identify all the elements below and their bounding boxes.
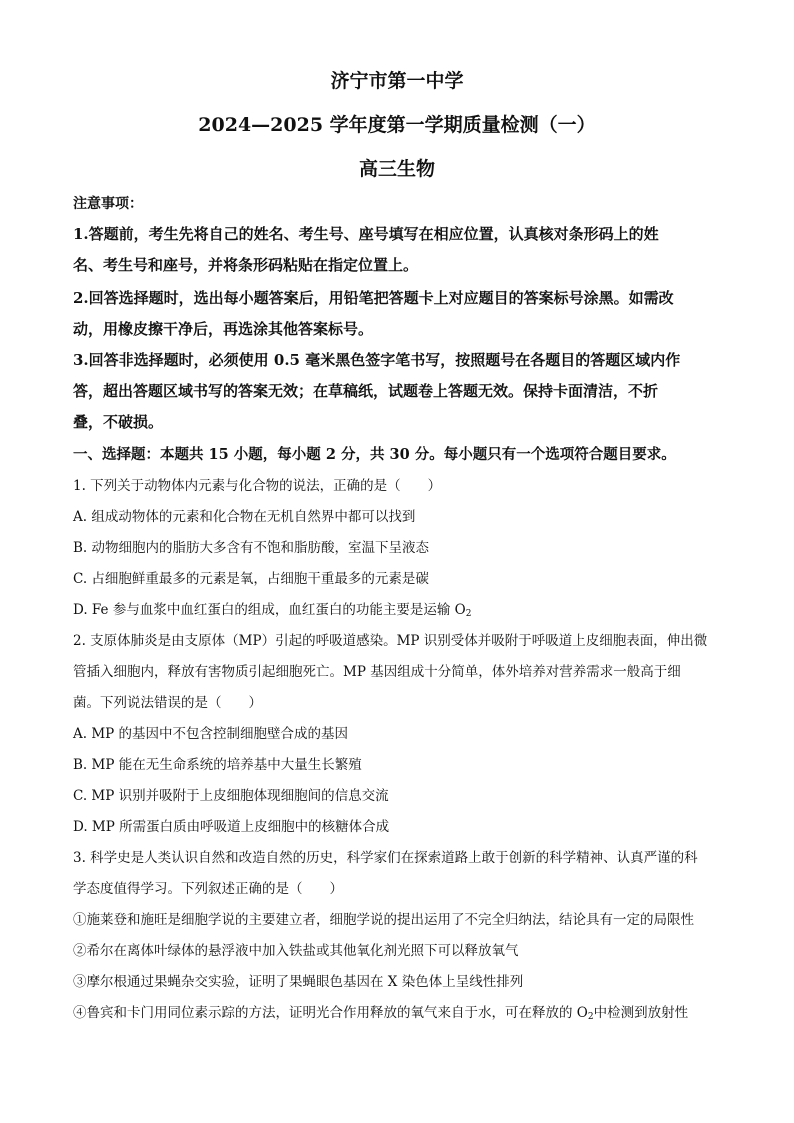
question-2-option-d: D. MP 所需蛋白质由呼吸道上皮细胞中的核糖体合成 (73, 819, 390, 835)
question-3-statement-3: ③摩尔根通过果蝇杂交实验，证明了果蝇眼色基因在 X 染色体上呈线性排列 (73, 974, 524, 990)
section-heading: 一、选择题：本题共 15 小题，每小题 2 分，共 30 分。每小题只有一个选项符合题目要求。 (73, 446, 676, 463)
school-title: 济宁市第一中学 (330, 70, 464, 92)
notice-line: 动，用橡皮擦干净后，再选涂其他答案标号。 (73, 320, 374, 338)
subscript: 2 (465, 609, 472, 619)
notice-line: 3.回答非选择题时，必须使用 0.5 毫米黑色签字笔书写，按照题号在各题目的答题区域内作 (73, 351, 681, 369)
question-2-option-c: C. MP 识别并吸附于上皮细胞体现细胞间的信息交流 (73, 788, 389, 804)
question-1-option-c: C. 占细胞鲜重最多的元素是氧，占细胞干重最多的元素是碳 (73, 571, 429, 587)
question-1-option-a: A. 组成动物体的元素和化合物在无机自然界中都可以找到 (73, 509, 416, 525)
question-3-stem: 3. 科学史是人类认识自然和改造自然的历史，科学家们在探索道路上敢于创新的科学精神、认真严谨的科 (73, 850, 698, 866)
question-2-stem: 管插入细胞内，释放有害物质引起细胞死亡。MP 基因组成十分简单，体外培养对营养需求一般高于细 (73, 664, 681, 680)
notice-line: 名、考生号和座号，并将条形码粘贴在指定位置上。 (73, 256, 419, 274)
subscript: 2 (587, 1012, 594, 1022)
notice-line: 答，超出答题区域书写的答案无效；在草稿纸，试题卷上答题无效。保持卡面清洁，不折 (73, 382, 659, 400)
question-2-option-b: B. MP 能在无生命系统的培养基中大量生长繁殖 (73, 757, 362, 773)
question-3-statement-1: ①施莱登和施旺是细胞学说的主要建立者，细胞学说的提出运用了不完全归纳法，结论具有一定的局限性 (73, 912, 694, 928)
question-1-option-b: B. 动物细胞内的脂肪大多含有不饱和脂肪酸，室温下呈液态 (73, 540, 430, 556)
notice-line: 1.答题前，考生先将自己的姓名、考生号、座号填写在相应位置，认真核对条形码上的姓 (73, 225, 659, 243)
exam-term-title: 2024—2025 学年度第一学期质量检测（一） (198, 114, 596, 136)
question-1-option-d: D. Fe 参与血浆中血红蛋白的组成，血红蛋白的功能主要是运输 $O_2$ (73, 602, 472, 619)
question-2-stem: 菌。下列说法错误的是（ ） (73, 695, 262, 711)
notice-heading: 注意事项： (73, 196, 143, 212)
notice-line: 叠，不破损。 (73, 413, 164, 431)
question-2-option-a: A. MP 的基因中不包含控制细胞壁合成的基因 (73, 726, 349, 742)
question-3-statement-2: ②希尔在离体叶绿体的悬浮液中加入铁盐或其他氧化剂光照下可以释放氧气 (73, 943, 519, 959)
notice-line: 2.回答选择题时，选出每小题答案后，用铅笔把答题卡上对应题目的答案标号涂黑。如需改 (73, 289, 674, 307)
question-1-stem: 1. 下列关于动物体内元素与化合物的说法，正确的是（ ） (73, 478, 442, 494)
question-3-statement-4: ④鲁宾和卡门用同位素示踪的方法，证明光合作用释放的氧气来自于水，可在释放的 $O_2$中检测到放射性 (73, 1005, 689, 1022)
subject-title: 高三生物 (358, 158, 435, 180)
question-2-stem: 2. 支原体肺炎是由支原体（MP）引起的呼吸道感染。MP 识别受体并吸附于呼吸道上皮细胞表面，伸出微 (73, 633, 708, 649)
question-3-stem: 学态度值得学习。下列叙述正确的是（ ） (73, 881, 343, 897)
